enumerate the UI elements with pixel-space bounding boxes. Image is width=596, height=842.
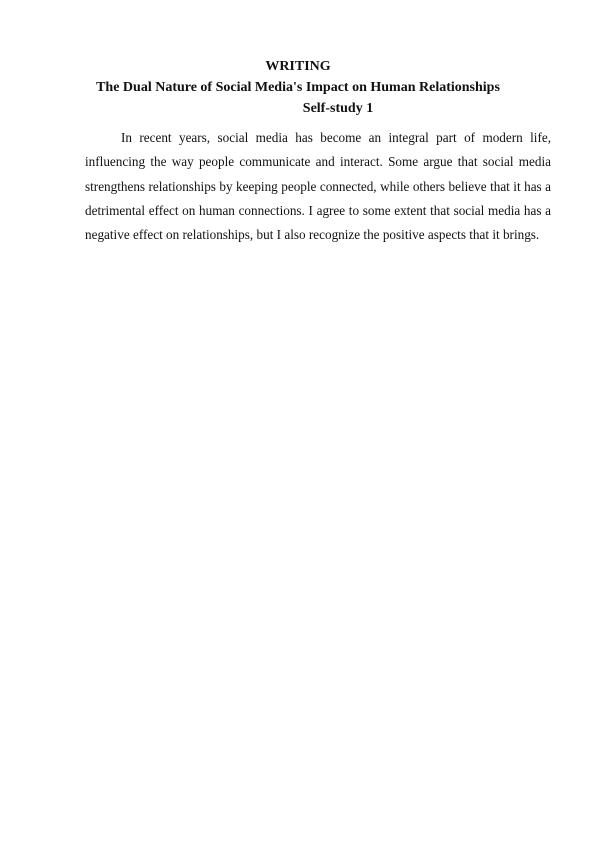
section-label: WRITING xyxy=(265,59,331,74)
document-title: The Dual Nature of Social Media's Impact on Human Relationships xyxy=(96,80,500,95)
document-header xyxy=(0,56,596,119)
body-paragraph: In recent years, social media has become an integral part of modern life, influencing the way people communicate and interact. Some argue that social media strengthens relationships by keeping people connected, while others believe that it has a detrimental effect on human connections. I agree to some extent that social media has a negative effect on relationships, but I also recognize the positive aspects that it brings. xyxy=(85,130,551,243)
document-subtitle: Self-study 1 xyxy=(302,101,374,116)
